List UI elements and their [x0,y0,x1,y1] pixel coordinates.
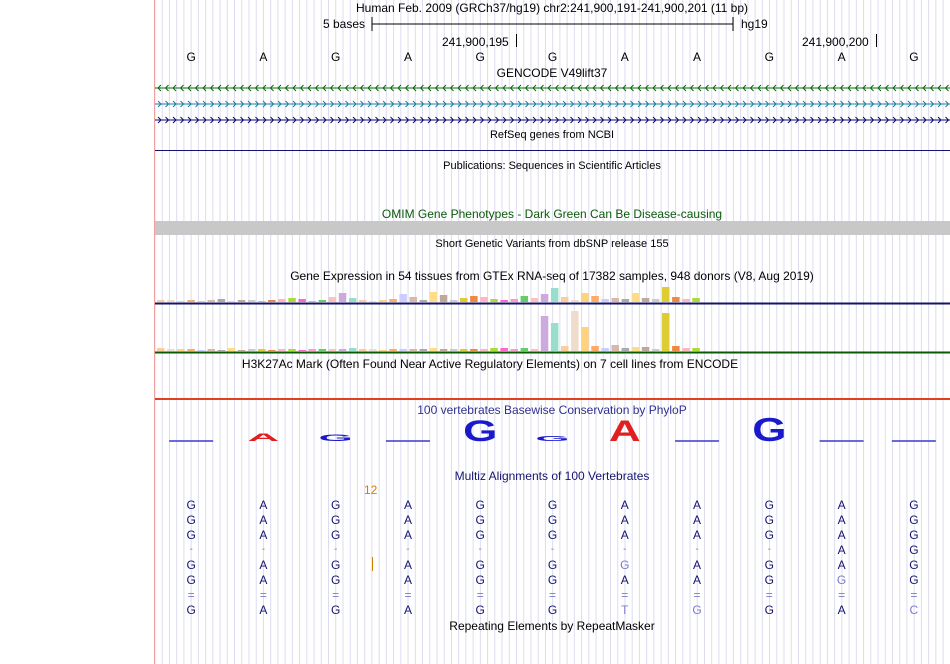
gtex-tissue-bar [500,300,508,302]
gtex-tissue-bar [521,296,529,302]
aligned-base: G [909,543,919,557]
gtex-tissue-bar [278,299,286,302]
aligned-base: G [475,498,485,512]
aligned-base: G [764,603,774,617]
aligned-base: A [403,603,412,617]
scale-bar [369,16,739,32]
gtex-tissue-bar [622,299,630,302]
gtex-tissue-bar [389,349,397,351]
gtex-tissue-bar [197,350,205,351]
gtex-ac104809-bars [157,311,700,351]
aligned-base: A [403,528,412,542]
aligned-base: A [259,528,268,542]
aligned-base: G [547,558,558,572]
gtex-tissue-bar [258,301,266,302]
aligned-base: G [764,513,774,527]
gtex-tissue-bar [167,349,175,351]
aligned-base: A [403,513,412,527]
gtex-tissue-bar [248,349,256,351]
gtex-tissue-bar [672,346,680,351]
gtex-tissue-bar [187,300,195,302]
gtex-tissue-bar [359,300,367,302]
aligned-base: - [623,544,627,555]
gtex-tissue-bar [298,299,306,302]
aligned-base: G [547,528,558,542]
aligned-base: = [765,588,773,602]
aligned-base: G [331,603,341,617]
aligned-base: A [620,498,629,512]
gtex-tissue-bar [632,293,640,302]
gtex-tissue-bar [369,349,377,351]
gtex-tissue-bar [218,299,226,302]
gtex-tissue-bar [682,348,690,351]
aligned-base: A [837,558,846,572]
gtex-tissue-bar [521,348,529,351]
aligned-base: G [186,573,196,587]
gtex-tissue-bar [248,300,256,302]
gtex-tissue-bar [258,349,266,351]
gtex-tissue-bar [278,349,286,351]
gtex-tissue-bar [460,298,468,302]
phylop-score-letter: A [608,414,641,448]
gtex-tissue-bar [228,301,236,302]
aligned-base: A [837,603,846,617]
gtex-tissue-bar [319,300,327,302]
aligned-base: G [475,528,485,542]
track-title-repeatmasker: Repeating Elements by RepeatMasker [449,619,655,633]
aligned-base: - [478,544,482,555]
track-title-refseq: RefSeq genes from NCBI [489,129,615,141]
track-title-multiz: Multiz Alignments of 100 Vertebrates [454,469,650,483]
aligned-base: - [550,544,555,555]
base-letter: G [764,50,774,64]
aligned-base: A [837,498,846,512]
gtex-tissue-bar [450,300,458,302]
gtex-tissue-bar [298,350,306,351]
gtex-tissue-bar [682,299,690,302]
gtex-tissue-bar [632,347,640,351]
gtex-tissue-bar [197,301,205,302]
base-letter: A [620,50,629,64]
aligned-base: G [186,498,196,512]
gtex-tissue-bar [177,301,185,302]
track-data-pane[interactable] [155,0,950,664]
gtex-tissue-bar [511,299,519,302]
gtex-tissue-bar [399,349,407,351]
gtex-tissue-bar [450,349,458,351]
scale-db: hg19 [741,17,768,31]
gtex-tissue-bar [692,298,700,302]
phylop-score-letter: G [463,414,498,448]
phylop-score-letter: G [318,432,353,444]
gtex-tissue-bar [490,299,498,302]
aligned-base: T [621,603,629,617]
aligned-base: = [259,588,267,602]
h3k27ac-signal-line[interactable] [155,398,950,400]
aligned-base: G [764,498,774,512]
aligned-base: = [548,588,557,602]
gtex-tissue-bar [591,346,599,351]
gtex-tissue-bar [692,348,700,351]
aligned-base: A [259,513,268,527]
coordinate-tick [876,34,877,47]
gtex-tissue-bar [612,345,620,351]
gtex-tissue-bar [470,296,478,302]
aligned-base: G [620,558,630,572]
gtex-tissue-bar [561,297,569,302]
aligned-base: G [331,558,341,572]
aligned-base: G [475,573,485,587]
aligned-base: A [693,558,702,572]
gtex-tissue-bar [541,316,549,351]
aligned-base: G [475,558,485,572]
gtex-tissue-bar [349,348,357,351]
gtex-tissue-bar [208,300,216,302]
assembly-position-title: Human Feb. 2009 (GRCh37/hg19) chr2:241,900,191-241,900,201 (11 bp) [355,1,749,15]
aligned-base: G [836,573,847,587]
gtex-tissue-bar [228,348,236,351]
gtex-tissue-bar [268,350,276,351]
aligned-base: G [475,513,485,527]
gtex-crocc2-bars [157,287,700,302]
gtex-tissue-bar [410,297,418,302]
gtex-tissue-bar [238,350,246,351]
aligned-base: - [695,544,699,555]
aligned-base: G [764,558,774,572]
gtex-tissue-bar [511,349,519,351]
aligned-base: G [331,513,341,527]
gtex-tissue-bar [662,287,670,302]
gtex-tissue-bar [612,298,620,302]
gtex-tissue-bar [288,298,296,302]
aligned-base: G [764,528,774,542]
multiz-gap-marker [372,557,373,571]
aligned-base: G [186,513,196,527]
gtex-tissue-bar [238,300,246,302]
transcript-uiclm[interactable] [155,85,950,91]
coordinate-label: 241,900,195 [442,35,509,49]
gtex-tissue-bar [440,349,448,351]
aligned-base: = [187,588,195,602]
aligned-base: G [547,603,558,617]
track-title-omim: OMIM Gene Phenotypes - Dark Green Can Be Disease-causing [381,207,723,221]
gtex-tissue-bar [581,327,589,351]
track-title-gencode: GENCODE V49lift37 [496,66,608,80]
aligned-base: = [404,588,412,602]
gtex-tissue-bar [642,347,650,351]
aligned-base: G [331,498,341,512]
track-title-h3k27ac: H3K27Ac Mark (Often Found Near Active Regulatory Elements) on 7 cell lines from ENCODE [241,357,739,371]
base-letter: G [547,50,558,64]
aligned-base: - [261,544,266,555]
gtex-tissue-bar [177,349,185,351]
aligned-base: = [910,588,918,602]
gtex-tissue-bar [187,349,195,351]
base-letter: A [693,50,702,64]
gtex-tissue-bar [379,300,387,302]
gtex-tissue-bar [470,349,478,351]
aligned-base: G [547,513,558,527]
gtex-tissue-bar [157,348,165,351]
gtex-tissue-bar [309,349,317,351]
aligned-base: - [767,544,771,555]
aligned-base: G [331,528,341,542]
omim-gene-bar[interactable] [155,221,950,235]
gtex-tissue-bar [571,311,579,351]
aligned-base: A [837,528,846,542]
aligned-base: C [909,603,919,617]
scale-text: 5 bases [323,17,366,31]
gtex-tissue-bar [601,348,609,351]
gtex-tissue-bar [329,349,337,351]
gtex-tissue-bar [551,323,559,351]
base-letter: G [186,50,196,64]
gtex-tissue-bar [420,349,428,351]
gtex-tissue-bar [339,349,347,351]
coordinate-label: 241,900,200 [802,35,869,49]
aligned-base: G [547,573,558,587]
gtex-tissue-bar [551,288,559,302]
gtex-tissue-bar [268,300,276,302]
track-title-publications: Publications: Sequences in Scientific Articles [443,160,661,172]
aligned-base: = [621,588,629,602]
aligned-base: A [837,513,846,527]
gtex-tissue-bar [410,349,418,351]
multiz-gap-count: 12 [364,483,378,497]
aligned-base: G [186,603,196,617]
gtex-tissue-bar [167,300,175,302]
gtex-tissue-bar [490,348,498,351]
phylop-score-letter: G [535,434,570,443]
aligned-base: G [547,498,558,512]
aligned-base: G [909,558,919,572]
base-letter: G [475,50,485,64]
track-title-phylop: 100 vertebrates Basewise Conservation by PhyloP [417,403,687,417]
gtex-tissue-bar [652,349,660,351]
gtex-tissue-bar [531,298,539,302]
refseq-gene-line[interactable] [155,150,950,151]
base-letter: A [259,50,268,64]
gtex-tissue-bar [359,349,367,351]
gtex-tissue-bar [309,301,317,302]
gtex-tissue-bar [379,350,387,351]
aligned-base: A [620,528,629,542]
gtex-tissue-bar [349,298,357,302]
aligned-base: A [837,543,846,557]
gtex-tissue-bar [622,348,630,351]
gtex-tissue-bar [329,297,337,302]
aligned-base: G [475,603,485,617]
gtex-tissue-bar [480,297,488,302]
phylop-score-letter: G [752,414,787,449]
gtex-tissue-bar [541,294,549,302]
gtex-tissue-bar [652,299,660,302]
gtex-tissue-bar [208,349,216,351]
gtex-tissue-bar [500,348,508,351]
gtex-tissue-bar [218,350,226,351]
aligned-base: A [693,573,702,587]
gtex-tissue-bar [430,348,438,351]
aligned-base: A [403,498,412,512]
gtex-tissue-bar [662,313,670,351]
aligned-base: A [259,573,268,587]
gtex-tissue-bar [561,346,569,351]
aligned-base: A [620,513,629,527]
aligned-base: = [476,588,484,602]
aligned-base: G [909,528,919,542]
track-title-gtex: Gene Expression in 54 tissues from GTEx RNA-seq of 17382 samples, 948 donors (V8, Aug 2019) [290,269,814,283]
aligned-base: G [909,498,919,512]
coordinate-tick [516,34,517,47]
aligned-base: G [692,603,702,617]
aligned-base: A [620,573,629,587]
gtex-tissue-bar [460,349,468,351]
aligned-base: G [909,513,919,527]
phylop-conservation-logo[interactable] [155,414,950,462]
gtex-tissue-bar [581,293,589,302]
aligned-base: A [259,558,268,572]
gtex-tissue-bar [591,296,599,302]
base-letter: A [403,50,412,64]
aligned-base: G [909,573,919,587]
gtex-expression-plot[interactable] [155,282,950,354]
aligned-base: A [693,513,702,527]
aligned-base: - [406,544,410,555]
gtex-tissue-bar [288,349,296,351]
track-labels-pane [0,0,154,664]
aligned-base: = [838,588,846,602]
gtex-tissue-bar [399,294,407,302]
track-title-dbsnp: Short Genetic Variants from dbSNP release 155 [435,238,669,250]
aligned-base: A [403,558,412,572]
aligned-base: A [693,498,702,512]
aligned-base: - [334,544,338,555]
aligned-base: A [259,498,268,512]
phylop-score-letter: A [247,430,280,444]
aligned-base: A [693,528,702,542]
gtex-tissue-bar [389,299,397,302]
gtex-tissue-bar [440,295,448,302]
gtex-tissue-bar [430,292,438,302]
aligned-base: G [186,558,196,572]
aligned-base: G [764,573,774,587]
transcript-crocc2[interactable] [155,117,950,123]
aligned-base: A [403,573,412,587]
gtex-tissue-bar [157,300,165,302]
gtex-tissue-bar [601,299,609,302]
gtex-tissue-bar [672,297,680,302]
base-letter: G [909,50,919,64]
gtex-tissue-bar [531,349,539,351]
aligned-base: - [189,544,193,555]
gtex-tissue-bar [339,293,347,302]
aligned-base: = [332,588,340,602]
aligned-base: = [693,588,701,602]
aligned-base: A [259,603,268,617]
gtex-tissue-bar [480,349,488,351]
aligned-base: G [331,573,341,587]
gtex-tissue-bar [319,349,327,351]
gencode-transcripts[interactable] [155,81,950,125]
gtex-tissue-bar [642,298,650,302]
transcript-crocc2[interactable] [155,101,950,107]
gtex-tissue-bar [571,300,579,302]
base-letter: A [837,50,846,64]
base-letter: G [331,50,341,64]
aligned-base: G [186,528,196,542]
gtex-tissue-bar [420,300,428,302]
gtex-tissue-bar [369,301,377,302]
